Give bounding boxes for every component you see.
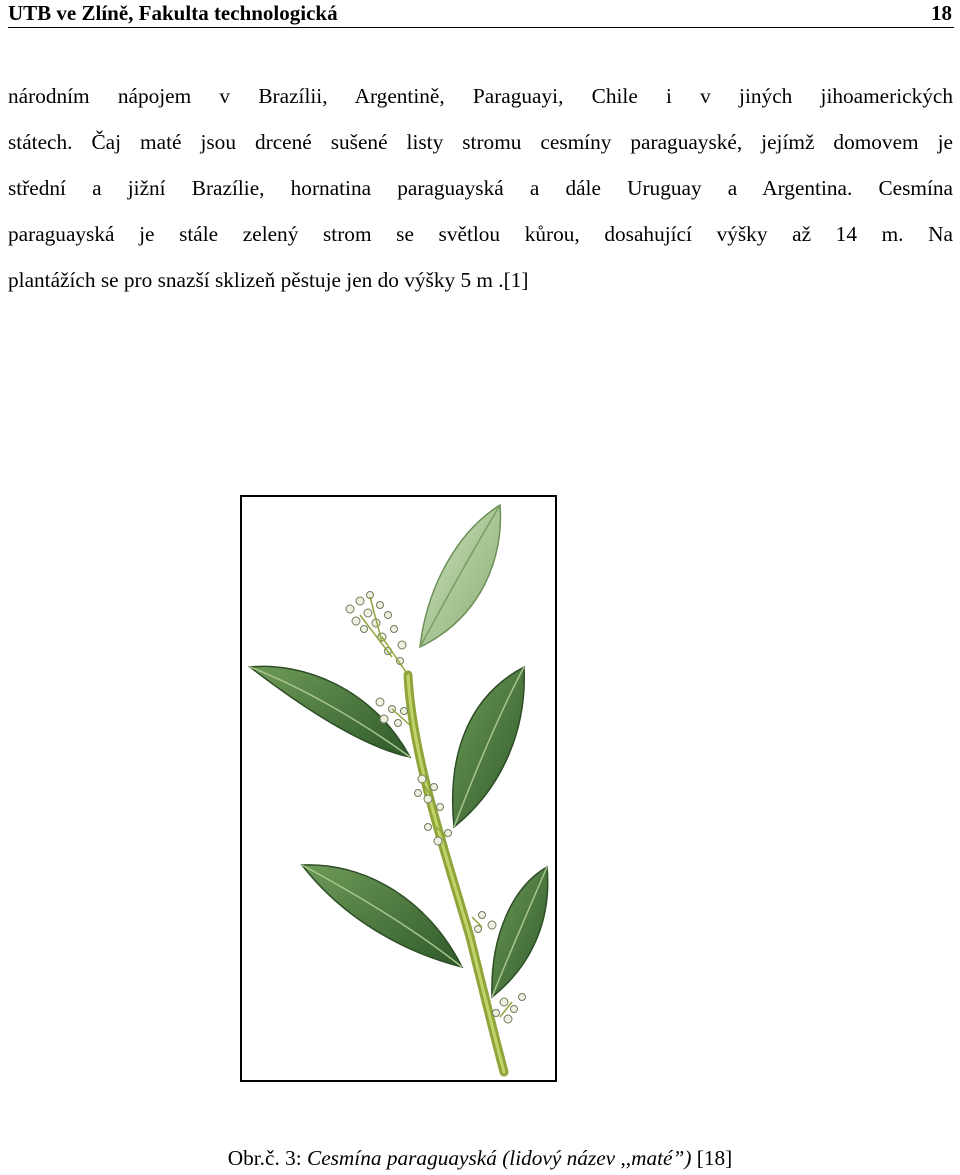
figure-caption [0, 1143, 960, 1173]
paragraph-line: plantážích se pro snazší sklizeň pěstuje jen do výšky 5 m .[1] [8, 268, 529, 292]
page-number: 18 [931, 1, 952, 25]
paragraph-line: národním nápojem v Brazílii, Argentině, Paraguayi, Chile i v jiných jihoamerických [8, 84, 953, 108]
page-header [8, 0, 954, 28]
paragraph-line: paraguayská je stále zelený strom se světlou kůrou, dosahující výšky až 14 m. Na [8, 222, 953, 246]
body-paragraph [8, 80, 953, 310]
header-title: UTB ve Zlíně, Fakultа technologická [8, 1, 338, 25]
paragraph-line: státech. Čaj maté jsou drcené sušené listy stromu cesmíny paraguayské, jejímž domovem je [8, 130, 953, 154]
caption-prefix: Obr.č. 3: [227, 1146, 307, 1170]
mate-plant-illustration [242, 497, 555, 1080]
caption-title: Cesmína paraguayská (lidový název ,,maté”) [306, 1146, 692, 1170]
figure-image-frame [240, 495, 557, 1082]
caption-reference: [18] [691, 1146, 733, 1170]
paragraph-line: střední a jižní Brazílie, hornatina paraguayská a dále Uruguay a Argentina. Cesmína [8, 176, 953, 200]
